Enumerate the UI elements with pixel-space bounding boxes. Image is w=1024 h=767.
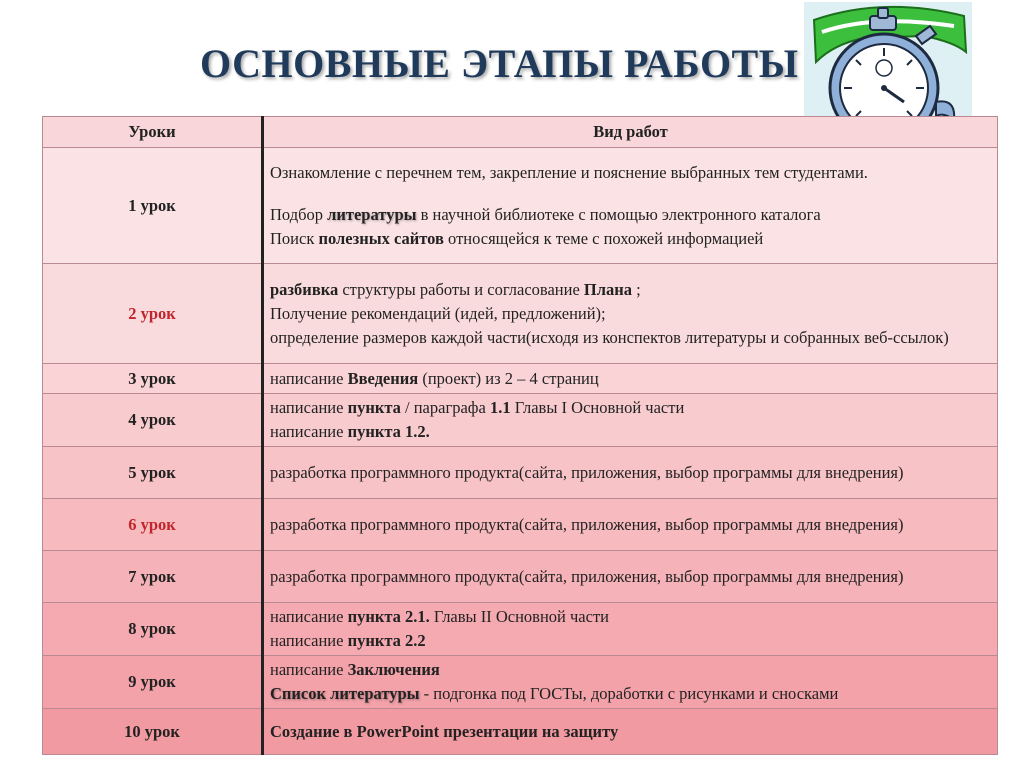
table-row — [43, 447, 998, 499]
table-row — [43, 264, 998, 364]
work-cell: разработка программного продукта(сайта, приложения, выбор программы для внедрения) — [263, 447, 998, 499]
lesson-cell: 3 урок — [43, 364, 263, 394]
work-cell — [263, 148, 998, 264]
lesson-cell: 6 урок — [43, 499, 263, 551]
work-cell: разработка программного продукта(сайта, приложения, выбор программы для внедрения) — [263, 499, 998, 551]
work-line: Поиск полезных сайтов относящейся к теме с похожей информацией — [270, 228, 764, 248]
work-line: написание пункта 2.1. Главы II Основной части — [270, 607, 609, 626]
work-line: написание пункта 1.2. — [270, 422, 430, 441]
work-cell: Создание в PowerPoint презентации на защиту — [263, 709, 998, 755]
table-row — [43, 551, 998, 603]
table-row — [43, 709, 998, 755]
table-row — [43, 364, 998, 394]
work-line: Список литературы - подгонка под ГОСТы, доработки с рисунками и сносками — [270, 684, 839, 703]
work-line: Получение рекомендаций (идей, предложений); — [270, 303, 606, 323]
table-row — [43, 603, 998, 656]
lesson-cell: 4 урок — [43, 394, 263, 447]
lesson-cell: 9 урок — [43, 656, 263, 709]
lesson-cell: 7 урок — [43, 551, 263, 603]
work-line: написание Заключения — [270, 660, 440, 679]
lesson-cell: 2 урок — [43, 264, 263, 364]
work-cell: написание Введения (проект) из 2 – 4 страниц — [263, 364, 998, 394]
table-row — [43, 656, 998, 709]
lesson-cell: 5 урок — [43, 447, 263, 499]
table-header-row — [43, 117, 998, 148]
work-cell: разработка программного продукта(сайта, приложения, выбор программы для внедрения) — [263, 551, 998, 603]
work-cell — [263, 264, 998, 364]
lesson-cell: 8 урок — [43, 603, 263, 656]
work-cell — [263, 656, 998, 709]
work-line: Подбор литературы в научной библиотеке с помощью электронного каталога — [270, 204, 821, 224]
work-line: Ознакомление с перечнем тем, закрепление и пояснение выбранных тем студентами. — [270, 162, 868, 182]
lesson-cell: 10 урок — [43, 709, 263, 755]
work-line: написание пункта 2.2 — [270, 631, 426, 650]
table-row — [43, 148, 998, 264]
work-line: разбивка структуры работы и согласование Плана ; — [270, 279, 641, 299]
work-cell — [263, 603, 998, 656]
work-cell — [263, 394, 998, 447]
header-work-type: Вид работ — [263, 117, 998, 148]
table-row — [43, 499, 998, 551]
work-line: написание пункта / параграфа 1.1 Главы I Основной части — [270, 398, 685, 417]
page-title: ОСНОВНЫЕ ЭТАПЫ РАБОТЫ — [200, 41, 799, 86]
header-lessons: Уроки — [43, 117, 263, 148]
work-stages-table — [42, 116, 998, 755]
work-line: определение размеров каждой части(исходя из конспектов литературы и собранных веб-ссылок) — [270, 327, 949, 347]
lesson-cell: 1 урок — [43, 148, 263, 264]
table-row — [43, 394, 998, 447]
